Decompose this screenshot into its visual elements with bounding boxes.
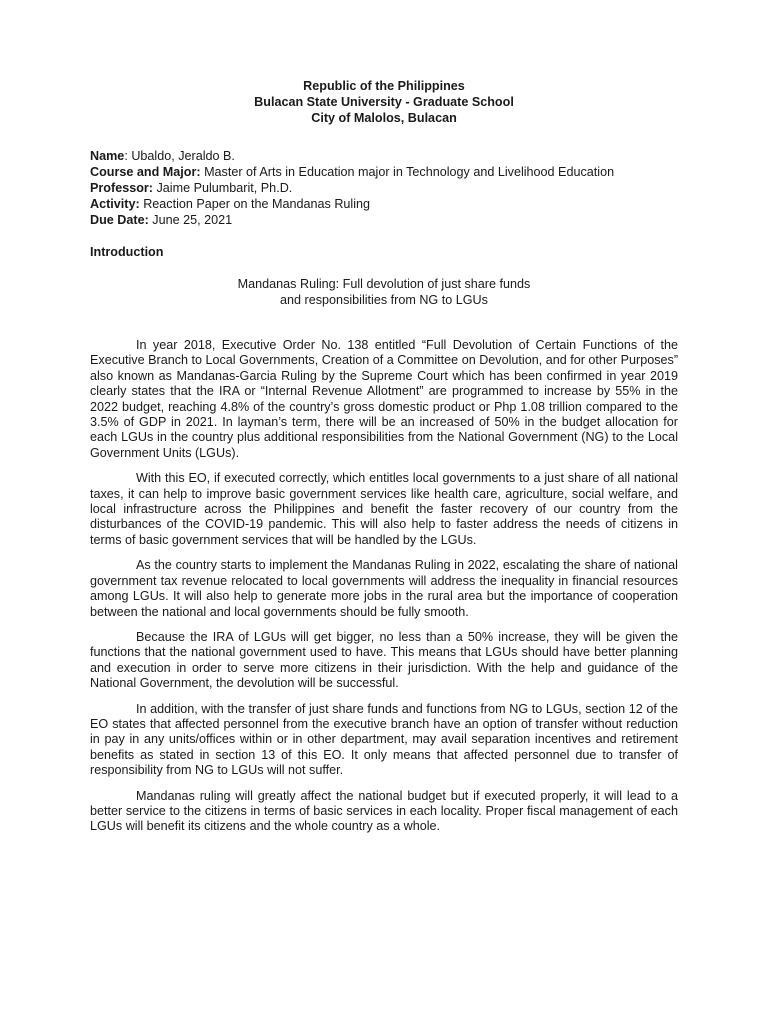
meta-professor-label: Professor:: [90, 181, 153, 195]
body-paragraph: With this EO, if executed correctly, which entitles local governments to a just share of all national taxes, it can help to improve basic government services like health care, agriculture, social welfare, and local infrastructure across the Philippines and benefit the faster recovery of our country from the disturbances of the COVID-19 pandemic. This will also help to faster address the needs of citizens in terms of basic government services that will be handled by the LGUs.: [90, 471, 678, 547]
meta-course: [90, 164, 678, 180]
meta-due-date-label: Due Date:: [90, 213, 149, 227]
meta-activity-label: Activity:: [90, 197, 140, 211]
meta-name-value: Ubaldo, Jeraldo B.: [131, 149, 235, 163]
section-heading-introduction: Introduction: [90, 245, 164, 259]
header-republic: Republic of the Philippines: [303, 79, 465, 93]
meta-professor: [90, 180, 678, 196]
body-paragraph: In addition, with the transfer of just share funds and functions from NG to LGUs, section 12 of the EO states that affected personnel from the executive branch have an option of transfer without reduction in pay in any units/offices within or in other department, may avail separation incentives and retirement benefits as stated in section 13 of this EO. It only means that affected personnel due to transfer of responsibility from NG to LGUs will not suffer.: [90, 701, 678, 778]
meta-course-value: Master of Arts in Education major in Technology and Livelihood Education: [204, 165, 615, 179]
header-city: City of Malolos, Bulacan: [311, 111, 457, 125]
student-info: [90, 148, 678, 228]
body-paragraph: Mandanas ruling will greatly affect the national budget but if executed properly, it will lead to a better service to the citizens in terms of basic services in each locality. Proper fiscal management of each LGUs will benefit its citizens and the whole country as a whole.: [90, 788, 678, 834]
body-paragraph: As the country starts to implement the Mandanas Ruling in 2022, escalating the share of national government tax revenue relocated to local governments will address the inequality in financial resources among LGUs. It will also help to generate more jobs in the rural area but the importance of cooperation between the national and local governments should be fully smooth.: [90, 558, 678, 619]
subtitle-line-1: Mandanas Ruling: Full devolution of just share funds: [237, 277, 531, 291]
document-header: [90, 78, 678, 126]
meta-activity: [90, 196, 678, 212]
meta-due-date-value: June 25, 2021: [152, 213, 233, 227]
meta-due-date: [90, 212, 678, 228]
meta-name: [90, 148, 678, 164]
meta-activity-value: Reaction Paper on the Mandanas Ruling: [143, 197, 371, 211]
header-university: Bulacan State University - Graduate School: [254, 95, 514, 109]
document-page: [90, 78, 678, 845]
paper-subtitle: [90, 276, 678, 308]
meta-course-label: Course and Major:: [90, 165, 201, 179]
meta-professor-value: Jaime Pulumbarit, Ph.D.: [156, 181, 293, 195]
subtitle-line-2: and responsibilities from NG to LGUs: [280, 293, 488, 307]
meta-name-sep: :: [124, 149, 132, 163]
body-paragraph: In year 2018, Executive Order No. 138 entitled “Full Devolution of Certain Functions of the Executive Branch to Local Governments, Creation of a Committee on Devolution, and for other Purposes” also known as Mandanas-Garcia Ruling by the Supreme Court which has been confirmed in year 2019 clearly states that the IRA or “Internal Revenue Allotment” are programmed to increase by 55% in the 2022 budget, reaching 4.8% of the country’s gross domestic product or Php 1.08 trillion compared to the 3.5% of GDP in 2021. In layman’s term, there will be an increased of 50% in the budget allocation for each LGUs in the country plus additional responsibilities from the National Government (NG) to the Local Government Units (LGUs).: [90, 338, 679, 460]
meta-name-label: Name: [90, 149, 125, 163]
body-paragraph: Because the IRA of LGUs will get bigger, no less than a 50% increase, they will be given the functions that the national government used to have. This means that LGUs should have better planning and execution in order to serve more citizens in their jurisdiction. With the help and guidance of the National Government, the devolution will be successful.: [90, 629, 678, 691]
